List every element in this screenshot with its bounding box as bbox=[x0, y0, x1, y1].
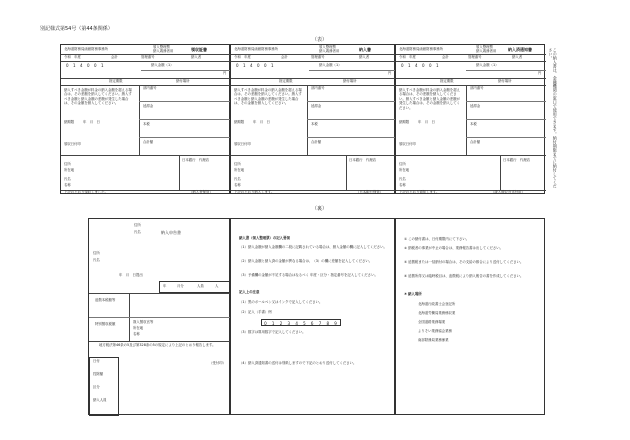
sub-row: 所在地 bbox=[133, 326, 144, 330]
bottom-label: 区分 bbox=[93, 385, 100, 389]
name-label: 氏名 bbox=[234, 177, 241, 181]
col-header: 本税 bbox=[470, 122, 477, 126]
back-middle-panel bbox=[230, 218, 395, 415]
receipt-label: 領収日付印 bbox=[234, 142, 251, 146]
place-item: 北海道労働局業務係収業 bbox=[418, 311, 456, 315]
right-item: ① この納付書は、日付期限内にて下さい。 bbox=[404, 237, 470, 241]
example-digit: 3 bbox=[287, 321, 292, 326]
name-label: 名称 bbox=[64, 183, 71, 187]
digit: 0 bbox=[236, 63, 239, 68]
example-digit: 6 bbox=[310, 321, 315, 326]
bank-label: 日本銀行 代理店 bbox=[349, 158, 377, 162]
slip-title-a: 領入整理票 bbox=[476, 45, 493, 49]
example-digit: 5 bbox=[303, 321, 307, 326]
bottom-label: 日付 bbox=[93, 359, 100, 363]
middle-item: （2）納入金額と納入済の金額が異なる場合は、（3）の欄に差額を記入してください。 bbox=[239, 259, 373, 263]
footer-right: （納入者保管） bbox=[189, 190, 213, 194]
bottom-label: 納入人員 bbox=[93, 398, 107, 402]
period-label: 納期限 bbox=[64, 120, 75, 124]
designated-date: 指定期限 bbox=[440, 79, 454, 83]
sub-row: 名称 bbox=[133, 332, 140, 336]
designated-date: 指定期限 bbox=[279, 79, 293, 83]
digit: 4 bbox=[80, 63, 83, 68]
mgmt-no: 管理番号 bbox=[141, 55, 155, 59]
col-header: 本税 bbox=[311, 122, 318, 126]
slip-title-b: 納入義務者用 bbox=[319, 49, 340, 53]
period-value: 年 月 日 bbox=[83, 120, 100, 124]
receipt-label: 領収日付印 bbox=[64, 142, 81, 146]
digit: 1 bbox=[436, 63, 439, 68]
name-label: 名称 bbox=[234, 183, 241, 187]
col-header: 延滞金 bbox=[311, 104, 322, 108]
slip-dept: 北海道財務局函館財務事務所 bbox=[64, 47, 109, 51]
addr-label: 所在地 bbox=[399, 168, 410, 172]
middle-sub-item: （2）記入（手書）例 bbox=[239, 310, 272, 314]
middle-item: （1）納入金額が納入金額欄の二段に記載されている場合は、納入金額の欄に記入してください。 bbox=[239, 245, 387, 249]
notice: 納入すべき金額が料金の納入金額を超える場合は、その差額を納入してください。納入すべき金額と納入金額の差額が発生した場合は、その金額を納入してください。 bbox=[234, 88, 302, 106]
back-label: （裏） bbox=[312, 206, 328, 212]
addr-label: 所在地 bbox=[64, 168, 75, 172]
date-line: 年 月 日提出 bbox=[119, 273, 143, 277]
grid-header: 月分 bbox=[177, 284, 184, 288]
fiscal-year: 令和 年度 bbox=[64, 55, 81, 59]
digit: 1 bbox=[271, 63, 274, 68]
grid-header: 人 bbox=[215, 284, 219, 288]
back-left-row: 住所 bbox=[93, 251, 100, 255]
notice: 納入すべき金額が料金の納入金額を超える場合は、その差額を納入してください。納入すべき金額と納入金額の差額が発生した場合は、その金額を納入してください。 bbox=[399, 88, 461, 110]
digit: 4 bbox=[250, 63, 253, 68]
footnote: 地方税法第46条の5及び第328条の5の規定により上記のとおり報告します。 bbox=[99, 343, 216, 347]
sub-row: 歳入徴収官等 bbox=[133, 320, 154, 324]
form-label: 別記様式第54号（第44条関係） bbox=[40, 26, 113, 32]
slip-title-c: 納入書 bbox=[359, 47, 371, 52]
slip-title-b: 納入義務者用 bbox=[476, 49, 497, 53]
middle-item: （3）予備欄の金額が不足する場合はなるべく 年度・区分・指定番号を記入してください。 bbox=[239, 273, 378, 277]
right-item: ④ 追徴所得又は臨時税目は、追徴税により納入報告の書を作成してください。 bbox=[404, 274, 524, 278]
footer-left: 上記のとおり領収しました。 bbox=[64, 190, 109, 194]
digit: 1 bbox=[408, 63, 411, 68]
digit: 1 bbox=[73, 63, 76, 68]
designated-date: 指定期限 bbox=[109, 79, 123, 83]
yen: 円 bbox=[538, 71, 542, 75]
bank-label: 日本銀行 代理店 bbox=[503, 158, 531, 162]
yen: 円 bbox=[223, 71, 227, 75]
paid-amount-label: 納入金額（1） bbox=[319, 63, 342, 67]
account: 会計 bbox=[111, 55, 118, 59]
slip-dept: 北海道財務局函館財務事務所 bbox=[399, 47, 444, 51]
right-item: ③ 追徴税または一括納付の場合は、その支給の都合により送付してください。 bbox=[404, 260, 524, 264]
period-value: 年 月 日 bbox=[418, 120, 435, 124]
back-left-row: 氏名 bbox=[134, 230, 141, 234]
digit: 0 bbox=[429, 63, 432, 68]
back-left-row: 住所 bbox=[134, 223, 141, 227]
digit: 0 bbox=[401, 63, 404, 68]
example-digit: 7 bbox=[318, 321, 323, 326]
name-label: 氏名 bbox=[64, 177, 71, 181]
place-item: 南部財務局業務係業 bbox=[418, 338, 449, 342]
slip-payment bbox=[230, 44, 395, 194]
row-label: 追徴本税額等 bbox=[95, 298, 116, 302]
slip-notice bbox=[395, 44, 545, 194]
place-item: 全国道路業務場業 bbox=[418, 320, 446, 324]
bottom-label: 控除額 bbox=[93, 372, 104, 376]
account: 会計 bbox=[281, 55, 288, 59]
period-label: 納期限 bbox=[399, 120, 410, 124]
side-note: この納入書は、金融機関の窓口で使用できます。納付期限までに納付してください。 bbox=[548, 48, 558, 188]
back-right-panel bbox=[395, 218, 545, 415]
bank-label: 日本銀行 代理店 bbox=[182, 158, 210, 162]
period-label: 納期限 bbox=[234, 120, 245, 124]
digit: 0 bbox=[66, 63, 69, 68]
example-digits bbox=[261, 319, 341, 326]
receipt-label: 領収日付印 bbox=[399, 142, 416, 146]
footer-left: 上記のとおり通知します。 bbox=[399, 190, 440, 194]
col-header: 本税 bbox=[143, 122, 150, 126]
slip-title-c: 納入済通知書 bbox=[508, 47, 532, 52]
addr-label: 住所 bbox=[399, 162, 406, 166]
place-item: よりそい業務協会業務 bbox=[418, 329, 452, 333]
middle-sub-item: （1）黒のボールペン又はインクで記入してください。 bbox=[239, 300, 323, 304]
footer-right: （日本銀行保管） bbox=[356, 190, 384, 194]
digit: 0 bbox=[94, 63, 97, 68]
slip-title-c: 領収証書 bbox=[191, 47, 207, 52]
stamp-label: （受付印） bbox=[209, 361, 226, 365]
addr-label: 住所 bbox=[234, 162, 241, 166]
example-digit: 2 bbox=[279, 321, 284, 326]
payment-place: 納付場所 bbox=[343, 79, 357, 83]
name-label: 名称 bbox=[399, 183, 406, 187]
payment-place: 納付場所 bbox=[498, 79, 512, 83]
footer-right: （歳入徴収官送付用） bbox=[491, 190, 525, 194]
place-item: 北海道行政書士会登記所 bbox=[418, 302, 456, 306]
digit: 1 bbox=[243, 63, 246, 68]
digit: 4 bbox=[415, 63, 418, 68]
slip-dept: 北海道財務局函館財務事務所 bbox=[234, 47, 279, 51]
example-digit: 4 bbox=[295, 321, 299, 326]
digit: 0 bbox=[264, 63, 267, 68]
example-digit: 8 bbox=[326, 321, 331, 326]
front-label: （表） bbox=[312, 37, 328, 43]
example-digit: 1 bbox=[271, 321, 276, 326]
slip-receipt bbox=[60, 44, 230, 194]
col-header: 延滞金 bbox=[470, 104, 481, 108]
slip-title-b: 納入義務者用 bbox=[153, 49, 174, 53]
col-header: 部内番号 bbox=[311, 86, 325, 90]
notice: 納入すべき金額が料金の納入金額を超える場合は、その差額を納入してください。納入すべき金額と納入金額の差額が発生した場合は、その金額を納入してください。 bbox=[64, 88, 132, 106]
addr-label: 住所 bbox=[64, 162, 71, 166]
middle-item4: （4）納入済通知書の送付は別紙しますので下記のとおり送付してください。 bbox=[239, 361, 357, 365]
digit: 1 bbox=[101, 63, 104, 68]
col-header: 部内番号 bbox=[470, 86, 484, 90]
back-left-title: 納入申告書 bbox=[161, 230, 181, 235]
slip-title-a: 領入整理票 bbox=[153, 45, 170, 49]
yen: 円 bbox=[388, 71, 392, 75]
example-digit: 9 bbox=[334, 321, 338, 326]
example-digit: 0 bbox=[264, 321, 268, 326]
payer: 納入者 bbox=[512, 55, 523, 59]
period-value: 年 月 日 bbox=[253, 120, 270, 124]
mgmt-no: 管理番号 bbox=[311, 55, 325, 59]
paid-amount-label: 納入金額（1） bbox=[151, 63, 174, 67]
grid-header: 年 bbox=[163, 284, 167, 288]
digit: 0 bbox=[87, 63, 90, 68]
account: 会計 bbox=[442, 55, 449, 59]
mgmt-no: 管理番号 bbox=[468, 55, 482, 59]
col-header: 延滞金 bbox=[143, 104, 154, 108]
right-list-heading: ⑤ 納入場所 bbox=[404, 292, 422, 296]
digit: 0 bbox=[257, 63, 260, 68]
digit: 0 bbox=[422, 63, 425, 68]
paid-amount-label: 納入金額（1） bbox=[476, 63, 499, 67]
middle-sub-heading: 記入上の注意 bbox=[239, 290, 260, 294]
payer: 納入者 bbox=[191, 55, 202, 59]
col-header: 合計額 bbox=[470, 140, 481, 144]
footer-left: 上記のとおり納入します。 bbox=[234, 190, 275, 194]
middle-sub-item: （3）数字は算用数字で記入してください。 bbox=[239, 330, 306, 334]
back-left-panel bbox=[88, 218, 230, 415]
payer: 納入者 bbox=[359, 55, 370, 59]
col-header: 合計額 bbox=[143, 140, 154, 144]
slip-title-a: 領入整理票 bbox=[319, 45, 336, 49]
name-label: 氏名 bbox=[399, 177, 406, 181]
col-header: 合計額 bbox=[311, 140, 322, 144]
addr-label: 所在地 bbox=[234, 168, 245, 172]
middle-heading: 納入書（領入整理票）の記入要領 bbox=[239, 236, 290, 240]
col-header: 部内番号 bbox=[143, 86, 157, 90]
right-item: ② 納税者の事業が中止の場合は、業務報告書は出してください。 bbox=[404, 246, 504, 250]
row-label: 特別徴収税額 bbox=[95, 322, 116, 326]
payment-place: 納付場所 bbox=[176, 79, 190, 83]
back-left-row: 氏名 bbox=[93, 258, 100, 262]
grid-header: 人員 bbox=[197, 284, 204, 288]
fiscal-year: 令和 年度 bbox=[399, 55, 416, 59]
fiscal-year: 令和 年度 bbox=[234, 55, 251, 59]
